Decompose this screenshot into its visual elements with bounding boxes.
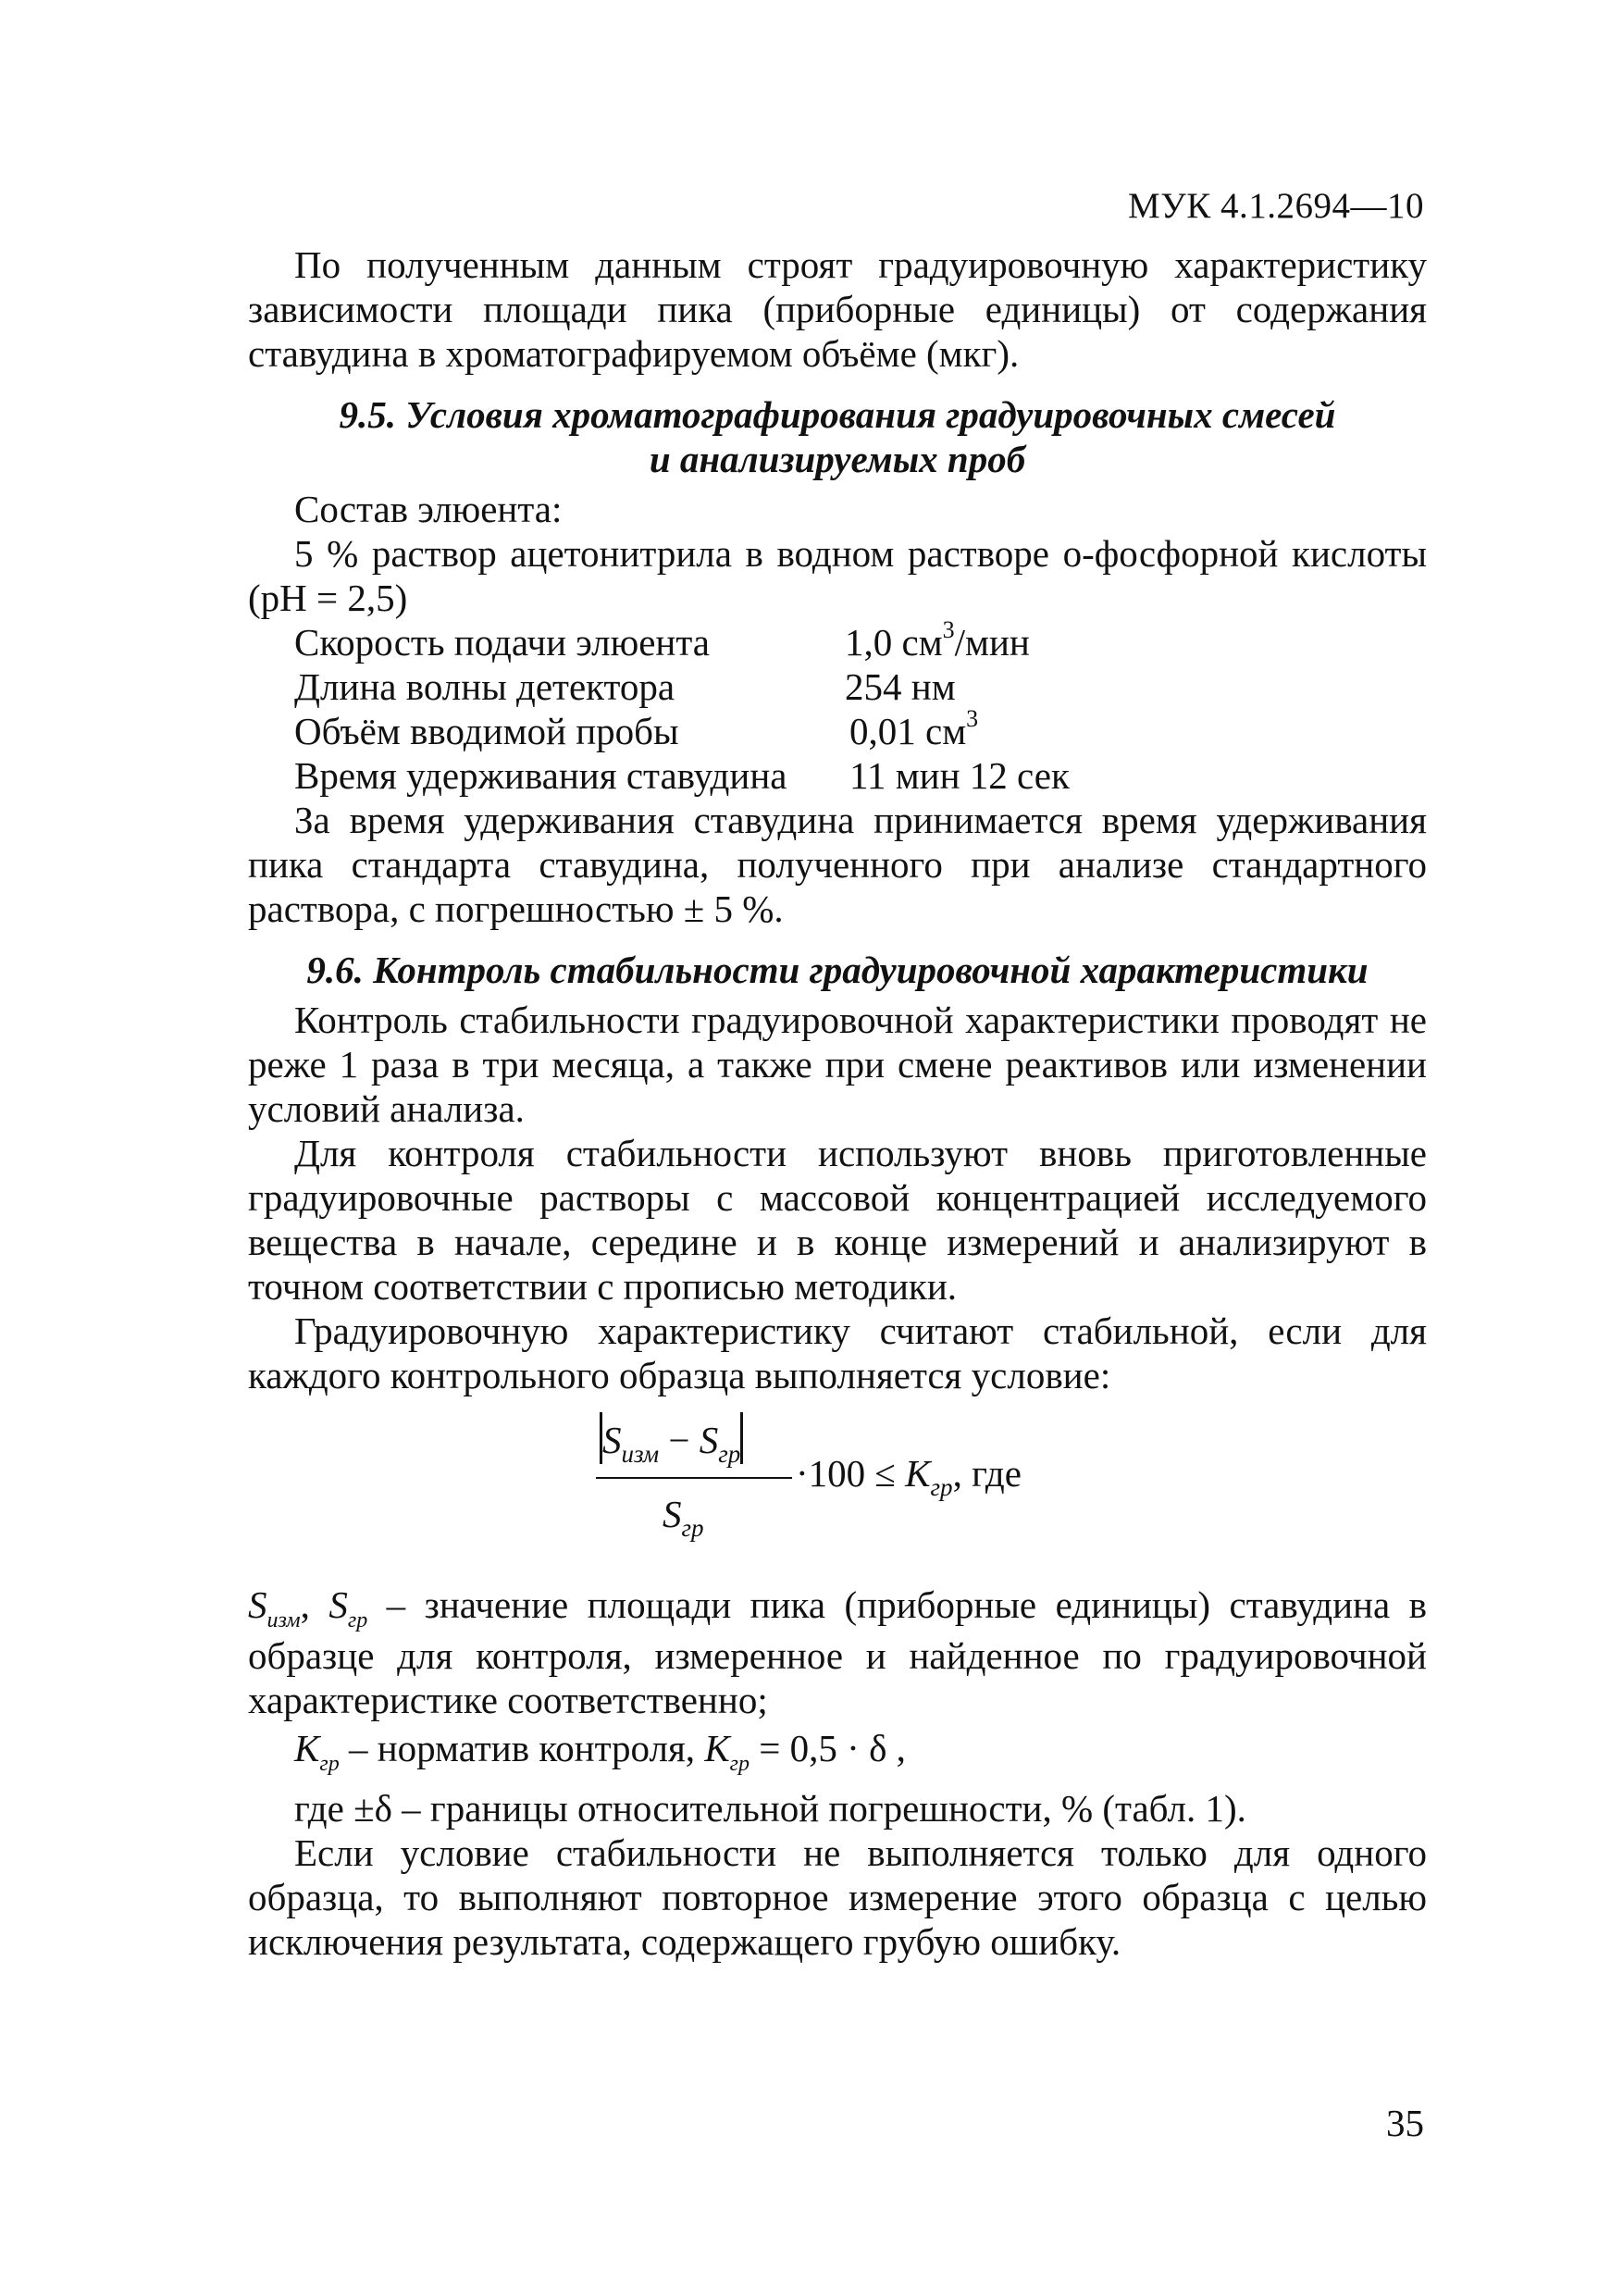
body-text [248,242,1427,1964]
param-value: 1,0 $см^3$/мин [845,616,1030,664]
formula-tail: $\cdot 100 \le K_{гр}$, где [796,1452,1022,1501]
intro-paragraph: По полученным данным строят градуировочную характеристику зависимости площади пика (приборные единицы) от содержания ставудина в хроматографируемом объёме (мкг). [248,243,1427,375]
param-row-wavelength [294,664,1427,709]
param-value: 11 мин 12 сек [849,754,1070,797]
param-value: 254 нм [845,665,956,708]
section-9-6-paragraph-2: Для контроля стабильности используют вновь приготовленные градуировочные растворы с массовой концентрацией исследуемого вещества в начале, середине и в конце измерений и анализируют в точном соответствии с прописью методики. [248,1132,1427,1308]
param-row-volume [294,705,1427,753]
param-label: Длина волны детектора [294,665,675,708]
fraction-line [596,1477,792,1479]
param-label: Скорость подачи элюента [294,621,710,664]
definition-s: $S_{изм}$, $S_{гр}$ – значение площади пика (приборные единицы) ставудина в образце для контроля, измеренное и найденное по градуировочной характеристике соответственно; [248,1583,1428,1721]
section-9-6-paragraph-4: Если условие стабильности не выполняется только для одного образца, то выполняют повторное измерение этого образца с целью исключения результата, содержащего грубую ошибку. [248,1831,1427,1963]
retention-note: За время удерживания ставудина принимается время удерживания пика стандарта ставудина, полученного при анализе стандартного раствора, с погрешностью ± 5 %. [248,799,1427,930]
section-9-5-title-line2: и анализируемых проб [649,438,1026,480]
formula-numerator: $S_{изм} - S_{гр}$ [600,1412,743,1467]
eluent-label: Состав элюента: [294,488,563,530]
stability-formula [248,1403,1427,1570]
page-number: 35 [1386,2102,1424,2144]
document-code: МУК 4.1.2694—10 [1127,186,1424,226]
definition-k: $K_{гр}$ – норматив контроля, $K_{гр} = 0,5 \cdot \delta$ , [294,1727,906,1776]
definition-delta: где ±δ – границы относительной погрешности, % (табл. 1). [294,1787,1246,1830]
section-9-6-paragraph-1: Контроль стабильности градуировочной характеристики проводят не реже 1 раза в три месяца, а также при смене реактивов или изменении условий анализа. [248,999,1427,1130]
param-label: Объём вводимой пробы [294,710,679,752]
formula-denominator: $S_{гр}$ [663,1493,704,1542]
section-9-6-title: 9.6. Контроль стабильности градуировочной характеристики [306,949,1369,991]
param-value: 0,01 $см^3$ [849,705,979,752]
section-9-6-paragraph-3: Градуировочную характеристику считают стабильной, если для каждого контрольного образца выполняется условие: [248,1309,1427,1396]
param-row-retention [294,753,1427,798]
param-label: Время удерживания ставудина [294,754,787,797]
section-9-5-title-line1: 9.5. Условия хроматографирования градуировочных смесей [339,393,1336,436]
eluent-value: 5 % раствор ацетонитрила в водном растворе о-фосфорной кислоты (рН = 2,5) [248,532,1427,619]
param-row-flow [294,616,1427,664]
